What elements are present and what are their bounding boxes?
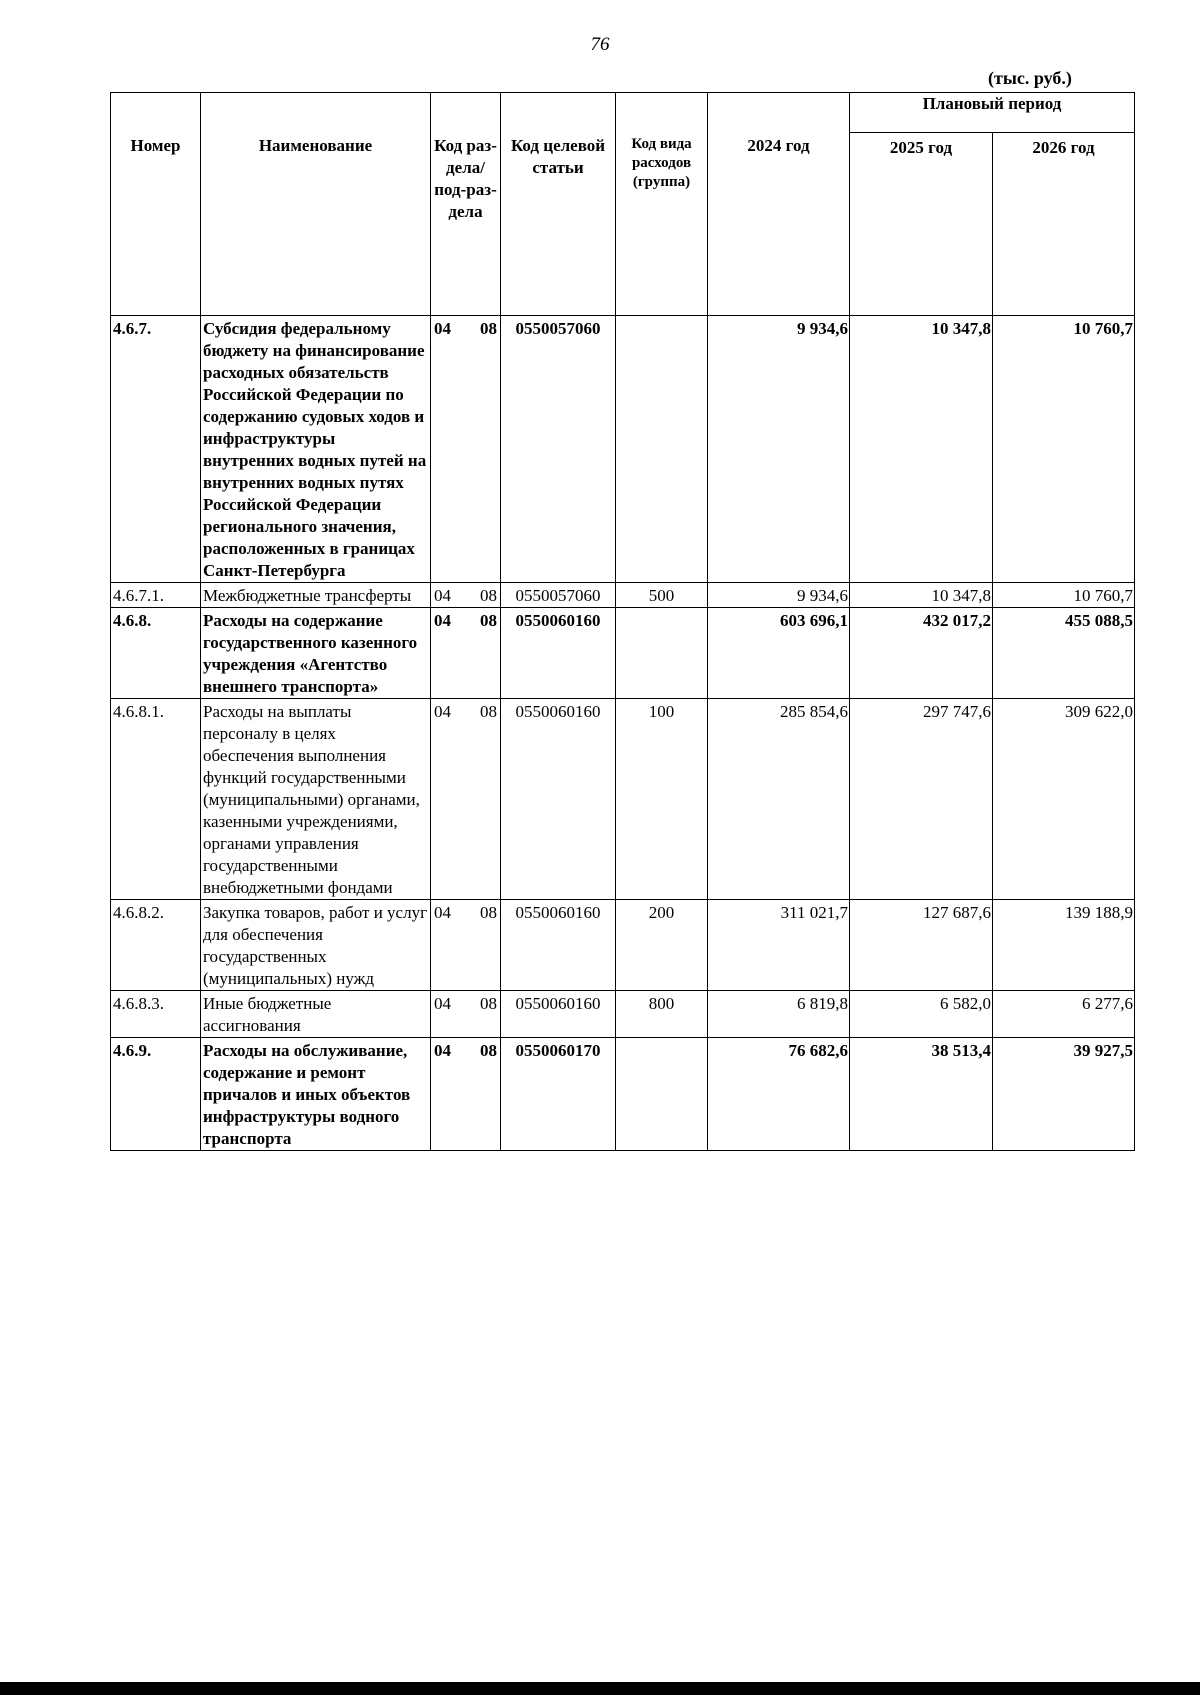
row-number: 4.6.8. [111,608,201,699]
row-name: Межбюджетные трансферты [201,583,431,608]
row-razdel: 04 [434,611,451,630]
row-value-2026: 10 760,7 [993,583,1135,608]
row-name: Закупка товаров, работ и услуг для обеспечения государственных (муниципальных) нужд [201,900,431,991]
row-target-code: 0550057060 [501,583,616,608]
row-section-code [431,699,501,900]
row-section-code [431,608,501,699]
row-value-2024: 9 934,6 [708,316,850,583]
row-value-2026: 10 760,7 [993,316,1135,583]
row-name: Иные бюджетные ассигнования [201,991,431,1038]
header-section-code: Код раз-дела/ под-раз-дела [431,93,501,316]
row-name: Расходы на обслуживание, содержание и ремонт причалов и иных объектов инфраструктуры водного транспорта [201,1038,431,1151]
row-podrazdel: 08 [480,319,497,338]
header-name: Наименование [201,93,431,316]
row-name: Субсидия федеральному бюджету на финансирование расходных обязательств Российской Федерации по содержанию судовых ходов и инфраструктуры внутренних водных путей на внутренних водных путях Российской Федерации регионального значения, расположенных в границах Санкт-Петербурга [201,316,431,583]
row-section-code [431,316,501,583]
header-planned-period: Плановый период [850,93,1135,133]
units-note: (тыс. руб.) [988,68,1072,88]
row-value-2025: 432 017,2 [850,608,993,699]
row-value-2026: 6 277,6 [993,991,1135,1038]
row-number: 4.6.8.2. [111,900,201,991]
row-value-2025: 127 687,6 [850,900,993,991]
row-target-code: 0550060170 [501,1038,616,1151]
row-value-2025: 6 582,0 [850,991,993,1038]
scan-edge-bar [0,1682,1200,1695]
row-podrazdel: 08 [480,903,497,922]
row-value-2026: 139 188,9 [993,900,1135,991]
row-podrazdel: 08 [480,994,497,1013]
row-name: Расходы на содержание государственного казенного учреждения «Агентство внешнего транспорта» [201,608,431,699]
table-row [111,900,1135,991]
row-podrazdel: 08 [480,702,497,721]
row-expense-type: 500 [616,583,708,608]
row-razdel: 04 [434,702,451,721]
row-section-code [431,1038,501,1151]
row-value-2024: 76 682,6 [708,1038,850,1151]
header-year-2024: 2024 год [708,93,850,316]
row-number: 4.6.8.3. [111,991,201,1038]
header-number: Номер [111,93,201,316]
row-section-code [431,991,501,1038]
row-value-2025: 10 347,8 [850,583,993,608]
row-value-2026: 455 088,5 [993,608,1135,699]
row-razdel: 04 [434,903,451,922]
table-row [111,608,1135,699]
row-value-2024: 9 934,6 [708,583,850,608]
row-section-code [431,900,501,991]
table-row [111,1038,1135,1151]
row-podrazdel: 08 [480,586,497,605]
row-expense-type: 800 [616,991,708,1038]
row-section-code [431,583,501,608]
row-razdel: 04 [434,586,451,605]
header-expense-type: Код вида расходов (группа) [616,93,708,316]
row-value-2024: 311 021,7 [708,900,850,991]
row-target-code: 0550060160 [501,991,616,1038]
table-row [111,991,1135,1038]
table-row [111,583,1135,608]
row-value-2025: 38 513,4 [850,1038,993,1151]
row-number: 4.6.7.1. [111,583,201,608]
row-podrazdel: 08 [480,1041,497,1060]
row-razdel: 04 [434,319,451,338]
row-name: Расходы на выплаты персоналу в целях обеспечения выполнения функций государственными (муниципальными) органами, казенными учреждениями, органами управления государственными внебюджетными фондами [201,699,431,900]
row-target-code: 0550060160 [501,699,616,900]
row-value-2024: 603 696,1 [708,608,850,699]
page-number: 76 [590,34,610,55]
row-razdel: 04 [434,994,451,1013]
row-expense-type: 100 [616,699,708,900]
row-value-2024: 285 854,6 [708,699,850,900]
row-value-2025: 10 347,8 [850,316,993,583]
row-podrazdel: 08 [480,611,497,630]
header-target-code: Код целевой статьи [501,93,616,316]
table-row [111,699,1135,900]
row-expense-type: 200 [616,900,708,991]
row-number: 4.6.8.1. [111,699,201,900]
row-value-2025: 297 747,6 [850,699,993,900]
row-value-2026: 39 927,5 [993,1038,1135,1151]
row-expense-type [616,316,708,583]
row-value-2026: 309 622,0 [993,699,1135,900]
table-row [111,316,1135,583]
row-target-code: 0550060160 [501,608,616,699]
row-expense-type [616,1038,708,1151]
budget-table [110,92,1135,1151]
row-target-code: 0550060160 [501,900,616,991]
row-value-2024: 6 819,8 [708,991,850,1038]
row-number: 4.6.9. [111,1038,201,1151]
header-year-2026: 2026 год [993,133,1135,316]
row-target-code: 0550057060 [501,316,616,583]
header-year-2025: 2025 год [850,133,993,316]
row-razdel: 04 [434,1041,451,1060]
table-body [111,316,1135,1151]
row-expense-type [616,608,708,699]
table-header [111,93,1135,316]
row-number: 4.6.7. [111,316,201,583]
